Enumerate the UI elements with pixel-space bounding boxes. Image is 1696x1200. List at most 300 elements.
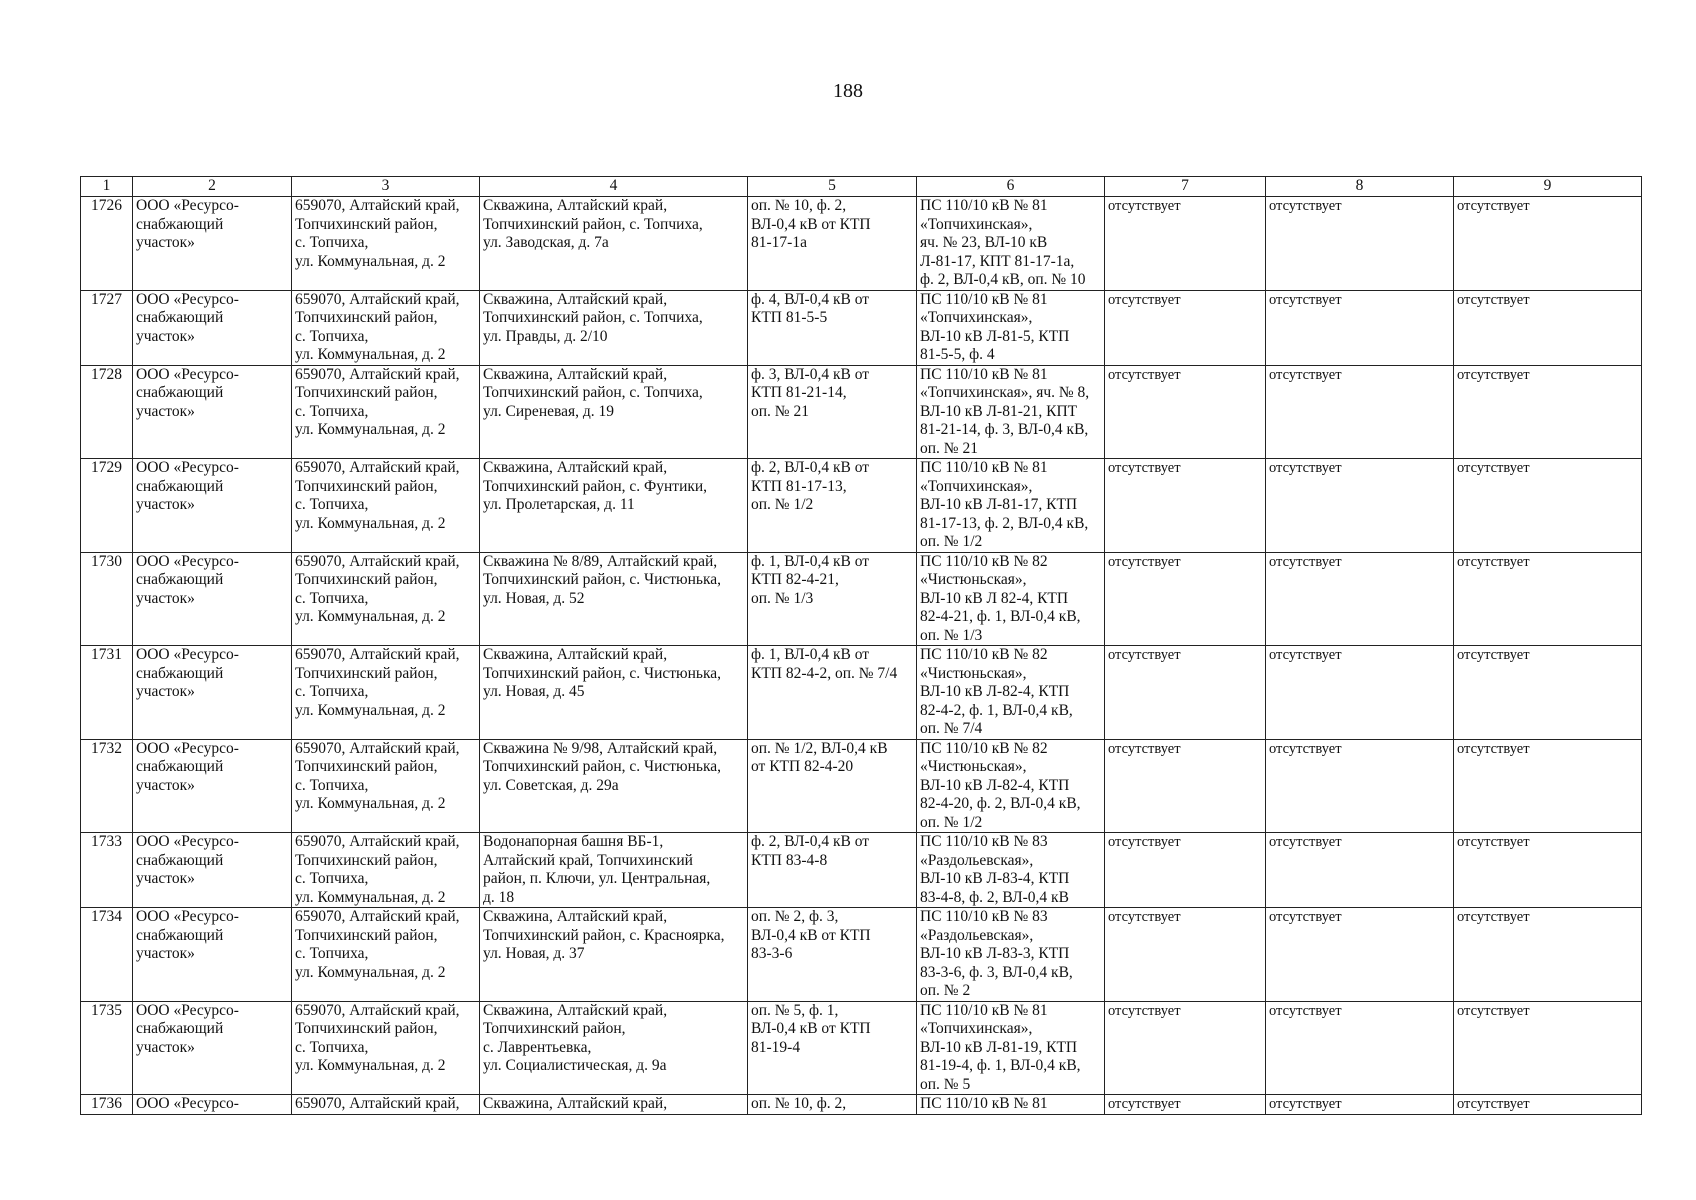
substation-cell-line: оп. № 21 [920,439,978,457]
registry-table [80,176,1642,1115]
org-cell-line: снабжающий [136,926,224,944]
column-header: 6 [917,177,1105,197]
object-cell-line: ул. Сиреневая, д. 19 [483,402,615,420]
line-cell [748,197,917,291]
line-cell-line: ВЛ-0,4 кВ от КТП [751,926,871,944]
substation-cell-line: «Топчихинская», яч. № 8, [920,384,1090,401]
org-cell [133,739,292,833]
line-cell-line: оп. № 10, ф. 2, [751,197,847,214]
object-cell-line: Скважина № 8/89, Алтайский край, [483,552,718,570]
line-cell-line: оп. № 1/2, ВЛ-0,4 кВ [751,739,888,757]
address-cell-line: Топчихинский район, [295,926,438,944]
table-body [81,197,1642,1115]
column-number-row [81,177,1642,197]
substation-cell-line: 81-5-5, ф. 4 [920,346,995,363]
org-cell [133,365,292,459]
address-cell-line: ул. Коммунальная, д. 2 [295,888,446,906]
status-cell-c8: отсутствует [1266,1001,1454,1095]
org-cell-line: ООО «Ресурсо- [136,1001,239,1019]
column-header: 5 [748,177,917,197]
substation-cell [917,739,1105,833]
address-cell [292,290,480,365]
org-cell [133,552,292,646]
address-cell-line: с. Топчиха, [295,234,369,251]
object-cell-line: Скважина, Алтайский край, [483,290,668,308]
org-cell-line: ООО «Ресурсо- [136,365,239,383]
object-cell [480,739,748,833]
substation-cell-line: «Раздольевская», [920,926,1034,944]
address-cell-line: 659070, Алтайский край, [295,290,460,308]
line-cell-line: КТП 83-4-8 [751,851,828,869]
column-header: 7 [1105,177,1266,197]
status-cell-c8: отсутствует [1266,1095,1454,1115]
object-cell-line: Топчихинский район, [483,1020,626,1037]
substation-cell-line: 82-4-2, ф. 1, ВЛ-0,4 кВ, [920,701,1073,719]
address-cell [292,908,480,1002]
object-cell-line: Топчихинский район, с. Чистюнька, [483,664,722,682]
substation-cell-line: ПС 110/10 кВ № 81 [920,459,1048,476]
org-cell-line: снабжающий [136,215,224,233]
substation-cell-line: 81-21-14, ф. 3, ВЛ-0,4 кВ, [920,421,1089,438]
org-cell-line: ООО «Ресурсо- [136,459,239,476]
row-number-cell: 1729 [81,459,133,553]
status-cell-c7: отсутствует [1105,833,1266,908]
address-cell [292,646,480,740]
org-cell-line: ООО «Ресурсо- [136,290,239,308]
substation-cell-line: оп. № 5 [920,1075,971,1093]
object-cell-line: Топчихинский район, с. Топчиха, [483,384,703,401]
org-cell-line: участок» [136,234,195,251]
org-cell-line: участок» [136,1038,195,1056]
column-header: 4 [480,177,748,197]
address-cell-line: с. Топчиха, [295,683,369,700]
substation-cell-line: ПС 110/10 кВ № 82 [920,552,1048,570]
org-cell-line: снабжающий [136,1020,224,1037]
address-cell-line: с. Топчиха, [295,402,369,420]
substation-cell-line: 81-17-13, ф. 2, ВЛ-0,4 кВ, [920,514,1089,532]
org-cell-line: участок» [136,945,195,962]
address-cell-line: ул. Коммунальная, д. 2 [295,514,446,532]
line-cell-line: оп. № 1/2 [751,496,814,513]
org-cell-line: участок» [136,496,195,513]
column-header: 2 [133,177,292,197]
substation-cell-line: «Чистюньская», [920,571,1027,588]
status-cell-c9: отсутствует [1454,1095,1642,1115]
org-cell-line: ООО «Ресурсо- [136,197,239,214]
line-cell [748,739,917,833]
address-cell-line: ул. Коммунальная, д. 2 [295,252,446,270]
line-cell-line: КТП 81-17-13, [751,477,847,495]
substation-cell-line: «Раздольевская», [920,851,1034,869]
org-cell [133,197,292,291]
line-cell-line: от КТП 82-4-20 [751,758,854,775]
status-cell-c9: отсутствует [1454,833,1642,908]
status-cell-c8: отсутствует [1266,552,1454,646]
line-cell [748,365,917,459]
object-cell-line: ул. Новая, д. 37 [483,945,585,962]
substation-cell [917,459,1105,553]
substation-cell-line: 82-4-21, ф. 1, ВЛ-0,4 кВ, [920,608,1081,625]
substation-cell [917,908,1105,1002]
address-cell [292,1001,480,1095]
org-cell [133,1001,292,1095]
status-cell-c9: отсутствует [1454,646,1642,740]
object-cell-line: ул. Новая, д. 52 [483,589,585,607]
address-cell-line: ул. Коммунальная, д. 2 [295,1057,446,1074]
address-cell-line: Топчихинский район, [295,309,438,326]
status-cell-c7: отсутствует [1105,646,1266,740]
line-cell-line: оп. № 10, ф. 2, [751,1095,847,1112]
line-cell-line: 83-3-6 [751,945,793,962]
org-cell-line: снабжающий [136,851,224,869]
page-number: 188 [833,80,863,102]
org-cell-line: снабжающий [136,477,224,495]
table-row [81,552,1642,646]
org-cell-line: участок» [136,402,195,420]
line-cell-line: 81-17-1а [751,234,807,251]
object-cell-line: Скважина, Алтайский край, [483,365,668,383]
line-cell-line: КТП 82-4-21, [751,571,839,588]
line-cell-line: ф. 4, ВЛ-0,4 кВ от [751,290,870,308]
status-cell-c9: отсутствует [1454,552,1642,646]
status-cell-c8: отсутствует [1266,459,1454,553]
address-cell-line: 659070, Алтайский край, [295,1001,460,1019]
table-row [81,365,1642,459]
line-cell-line: оп. № 5, ф. 1, [751,1001,839,1019]
object-cell [480,1095,748,1115]
substation-cell-line: ВЛ-10 кВ Л-83-3, КТП [920,945,1070,962]
org-cell-line: снабжающий [136,571,224,588]
object-cell-line: ул. Новая, д. 45 [483,683,585,700]
org-cell [133,290,292,365]
address-cell-line: Топчихинский район, [295,1020,438,1037]
substation-cell-line: ВЛ-10 кВ Л-81-5, КТП [920,327,1070,345]
org-cell-line: участок» [136,327,195,345]
status-cell-c7: отсутствует [1105,197,1266,291]
object-cell-line: Топчихинский район, с. Топчиха, [483,215,703,233]
object-cell-line: Скважина, Алтайский край, [483,908,668,925]
substation-cell-line: оп. № 7/4 [920,720,983,737]
org-cell-line: ООО «Ресурсо- [136,552,239,570]
object-cell-line: Топчихинский район, с. Топчиха, [483,309,703,326]
object-cell [480,1001,748,1095]
object-cell-line: ул. Социалистическая, д. 9а [483,1057,667,1074]
substation-cell-line: ПС 110/10 кВ № 83 [920,833,1048,850]
line-cell-line: ф. 2, ВЛ-0,4 кВ от [751,833,870,850]
object-cell-line: ул. Правды, д. 2/10 [483,327,608,345]
status-cell-c8: отсутствует [1266,197,1454,291]
object-cell-line: Топчихинский район, с. Фунтики, [483,477,708,495]
line-cell-line: КТП 81-21-14, [751,384,847,401]
address-cell-line: Топчихинский район, [295,384,438,401]
address-cell-line: ул. Коммунальная, д. 2 [295,701,446,719]
address-cell-line: с. Топчиха, [295,870,369,887]
org-cell-line: снабжающий [136,384,224,401]
row-number-cell: 1731 [81,646,133,740]
address-cell-line: ул. Коммунальная, д. 2 [295,608,446,625]
column-header: 9 [1454,177,1642,197]
substation-cell-line: ВЛ-10 кВ Л 82-4, КТП [920,589,1069,607]
org-cell [133,459,292,553]
object-cell [480,459,748,553]
table-row [81,459,1642,553]
line-cell-line: 81-19-4 [751,1038,801,1056]
address-cell [292,365,480,459]
line-cell-line: ф. 2, ВЛ-0,4 кВ от [751,459,870,476]
line-cell [748,552,917,646]
column-header: 3 [292,177,480,197]
address-cell-line: Топчихинский район, [295,851,438,869]
substation-cell-line: ПС 110/10 кВ № 82 [920,646,1048,663]
object-cell-line: с. Лаврентьевка, [483,1038,592,1056]
address-cell-line: с. Топчиха, [295,496,369,513]
substation-cell-line: ВЛ-10 кВ Л-83-4, КТП [920,870,1070,887]
table-row [81,833,1642,908]
line-cell [748,908,917,1002]
substation-cell-line: ПС 110/10 кВ № 83 [920,908,1048,925]
status-cell-c8: отсутствует [1266,646,1454,740]
address-cell-line: с. Топчиха, [295,776,369,794]
object-cell [480,646,748,740]
row-number-cell: 1733 [81,833,133,908]
substation-cell [917,1001,1105,1095]
address-cell [292,197,480,291]
address-cell-line: с. Топчиха, [295,327,369,345]
column-header: 8 [1266,177,1454,197]
address-cell [292,739,480,833]
line-cell [748,646,917,740]
line-cell-line: оп. № 1/3 [751,589,814,607]
row-number-cell: 1736 [81,1095,133,1115]
line-cell-line: оп. № 21 [751,402,809,420]
substation-cell-line: ПС 110/10 кВ № 81 [920,197,1048,214]
object-cell-line: ул. Заводская, д. 7а [483,234,609,251]
address-cell [292,1095,480,1115]
table-row [81,739,1642,833]
object-cell [480,552,748,646]
org-cell [133,908,292,1002]
status-cell-c8: отсутствует [1266,290,1454,365]
line-cell-line: оп. № 2, ф. 3, [751,908,839,925]
substation-cell [917,646,1105,740]
row-number-cell: 1734 [81,908,133,1002]
address-cell-line: 659070, Алтайский край, [295,739,460,757]
address-cell-line: Топчихинский район, [295,477,438,495]
object-cell-line: Топчихинский район, с. Красноярка, [483,926,725,944]
address-cell [292,459,480,553]
row-number-cell: 1732 [81,739,133,833]
status-cell-c9: отсутствует [1454,1001,1642,1095]
substation-cell [917,290,1105,365]
address-cell-line: 659070, Алтайский край, [295,365,460,383]
table-row [81,290,1642,365]
substation-cell [917,365,1105,459]
org-cell-line: участок» [136,589,195,607]
substation-cell-line: «Чистюньская», [920,664,1027,682]
line-cell-line: ф. 3, ВЛ-0,4 кВ от [751,365,870,383]
line-cell-line: ВЛ-0,4 кВ от КТП [751,1020,871,1037]
status-cell-c7: отсутствует [1105,1001,1266,1095]
status-cell-c9: отсутствует [1454,739,1642,833]
substation-cell-line: «Топчихинская», [920,215,1033,233]
status-cell-c9: отсутствует [1454,290,1642,365]
org-cell-line: снабжающий [136,309,224,326]
object-cell [480,833,748,908]
substation-cell-line: ВЛ-10 кВ Л-81-19, КТП [920,1038,1078,1056]
org-cell [133,833,292,908]
status-cell-c7: отсутствует [1105,290,1266,365]
object-cell-line: Скважина № 9/98, Алтайский край, [483,739,718,757]
address-cell-line: Топчихинский район, [295,215,438,233]
substation-cell [917,833,1105,908]
org-cell-line: участок» [136,683,195,700]
substation-cell-line: 83-3-6, ф. 3, ВЛ-0,4 кВ, [920,963,1073,981]
substation-cell-line: ВЛ-10 кВ Л-82-4, КТП [920,776,1070,794]
address-cell [292,833,480,908]
table-row [81,908,1642,1002]
row-number-cell: 1735 [81,1001,133,1095]
org-cell-line: снабжающий [136,758,224,775]
org-cell [133,1095,292,1115]
org-cell-line: ООО «Ресурсо- [136,739,239,757]
status-cell-c9: отсутствует [1454,459,1642,553]
status-cell-c7: отсутствует [1105,552,1266,646]
substation-cell-line: яч. № 23, ВЛ-10 кВ [920,234,1048,251]
substation-cell-line: оп. № 2 [920,982,971,999]
substation-cell-line: 83-4-8, ф. 2, ВЛ-0,4 кВ [920,888,1069,906]
substation-cell-line: оп. № 1/2 [920,533,983,550]
status-cell-c9: отсутствует [1454,365,1642,459]
substation-cell-line: Л-81-17, КПТ 81-17-1а, [920,252,1075,270]
table-row [81,197,1642,291]
substation-cell-line: ВЛ-10 кВ Л-81-21, КПТ [920,402,1078,420]
table-row [81,1001,1642,1095]
substation-cell-line: «Чистюньская», [920,758,1027,775]
object-cell [480,290,748,365]
org-cell-line: ООО «Ресурсо- [136,1095,239,1112]
line-cell [748,1095,917,1115]
substation-cell-line: ВЛ-10 кВ Л-82-4, КТП [920,683,1070,700]
org-cell-line: ООО «Ресурсо- [136,908,239,925]
status-cell-c7: отсутствует [1105,908,1266,1002]
org-cell-line: снабжающий [136,664,224,682]
status-cell-c7: отсутствует [1105,459,1266,553]
line-cell [748,459,917,553]
substation-cell-line: «Топчихинская», [920,309,1033,326]
substation-cell-line: ПС 110/10 кВ № 81 [920,1001,1048,1019]
line-cell-line: КТП 82-4-2, оп. № 7/4 [751,664,898,682]
object-cell [480,908,748,1002]
status-cell-c7: отсутствует [1105,1095,1266,1115]
substation-cell-line: ПС 110/10 кВ № 82 [920,739,1048,757]
object-cell-line: ул. Советская, д. 29а [483,776,619,794]
org-cell-line: участок» [136,870,195,887]
address-cell-line: 659070, Алтайский край, [295,908,460,925]
table-row [81,646,1642,740]
status-cell-c8: отсутствует [1266,365,1454,459]
address-cell-line: 659070, Алтайский край, [295,833,460,850]
status-cell-c8: отсутствует [1266,908,1454,1002]
row-number-cell: 1726 [81,197,133,291]
org-cell [133,646,292,740]
address-cell-line: 659070, Алтайский край, [295,552,460,570]
address-cell-line: ул. Коммунальная, д. 2 [295,795,446,812]
address-cell-line: с. Топчиха, [295,945,369,962]
org-cell-line: ООО «Ресурсо- [136,646,239,663]
object-cell [480,365,748,459]
object-cell-line: Водонапорная башня ВБ-1, [483,833,664,850]
object-cell-line: Топчихинский район, с. Чистюнька, [483,758,722,775]
row-number-cell: 1728 [81,365,133,459]
object-cell-line: Скважина, Алтайский край, [483,1095,668,1112]
line-cell [748,833,917,908]
substation-cell [917,552,1105,646]
address-cell-line: Топчихинский район, [295,664,438,682]
substation-cell-line: оп. № 1/3 [920,626,983,644]
line-cell-line: ф. 1, ВЛ-0,4 кВ от [751,646,870,663]
status-cell-c7: отсутствует [1105,365,1266,459]
address-cell-line: 659070, Алтайский край, [295,197,460,214]
substation-cell [917,1095,1105,1115]
address-cell-line: 659070, Алтайский край, [295,1095,460,1112]
address-cell-line: Топчихинский район, [295,571,438,588]
org-cell-line: ООО «Ресурсо- [136,833,239,850]
substation-cell-line: ВЛ-10 кВ Л-81-17, КТП [920,496,1078,513]
object-cell-line: Скважина, Алтайский край, [483,459,668,476]
address-cell-line: ул. Коммунальная, д. 2 [295,346,446,363]
substation-cell-line: ПС 110/10 кВ № 81 [920,1095,1048,1112]
address-cell-line: 659070, Алтайский край, [295,459,460,476]
object-cell-line: ул. Пролетарская, д. 11 [483,496,635,513]
status-cell-c8: отсутствует [1266,833,1454,908]
substation-cell-line: 81-19-4, ф. 1, ВЛ-0,4 кВ, [920,1057,1081,1074]
line-cell-line: ф. 1, ВЛ-0,4 кВ от [751,552,870,570]
row-number-cell: 1727 [81,290,133,365]
substation-cell-line: ф. 2, ВЛ-0,4 кВ, оп. № 10 [920,271,1086,288]
object-cell-line: Скважина, Алтайский край, [483,646,668,663]
line-cell [748,1001,917,1095]
address-cell-line: ул. Коммунальная, д. 2 [295,421,446,438]
object-cell-line: Скважина, Алтайский край, [483,197,668,214]
status-cell-c8: отсутствует [1266,739,1454,833]
status-cell-c7: отсутствует [1105,739,1266,833]
status-cell-c9: отсутствует [1454,908,1642,1002]
object-cell-line: район, п. Ключи, ул. Центральная, [483,870,711,887]
line-cell-line: КТП 81-5-5 [751,309,828,326]
substation-cell-line: 82-4-20, ф. 2, ВЛ-0,4 кВ, [920,795,1081,812]
status-cell-c9: отсутствует [1454,197,1642,291]
substation-cell-line: ПС 110/10 кВ № 81 [920,290,1048,308]
address-cell-line: 659070, Алтайский край, [295,646,460,663]
line-cell [748,290,917,365]
address-cell-line: ул. Коммунальная, д. 2 [295,963,446,981]
object-cell-line: Алтайский край, Топчихинский [483,851,693,869]
substation-cell-line: ПС 110/10 кВ № 81 [920,365,1048,383]
address-cell [292,552,480,646]
object-cell-line: Топчихинский район, с. Чистюнька, [483,571,722,588]
substation-cell [917,197,1105,291]
substation-cell-line: «Топчихинская», [920,1020,1033,1037]
object-cell-line: Скважина, Алтайский край, [483,1001,668,1019]
table-row [81,1095,1642,1115]
object-cell [480,197,748,291]
substation-cell-line: оп. № 1/2 [920,813,983,831]
address-cell-line: с. Топчиха, [295,1038,369,1056]
address-cell-line: Топчихинский район, [295,758,438,775]
address-cell-line: с. Топчиха, [295,589,369,607]
row-number-cell: 1730 [81,552,133,646]
line-cell-line: ВЛ-0,4 кВ от КТП [751,215,871,233]
